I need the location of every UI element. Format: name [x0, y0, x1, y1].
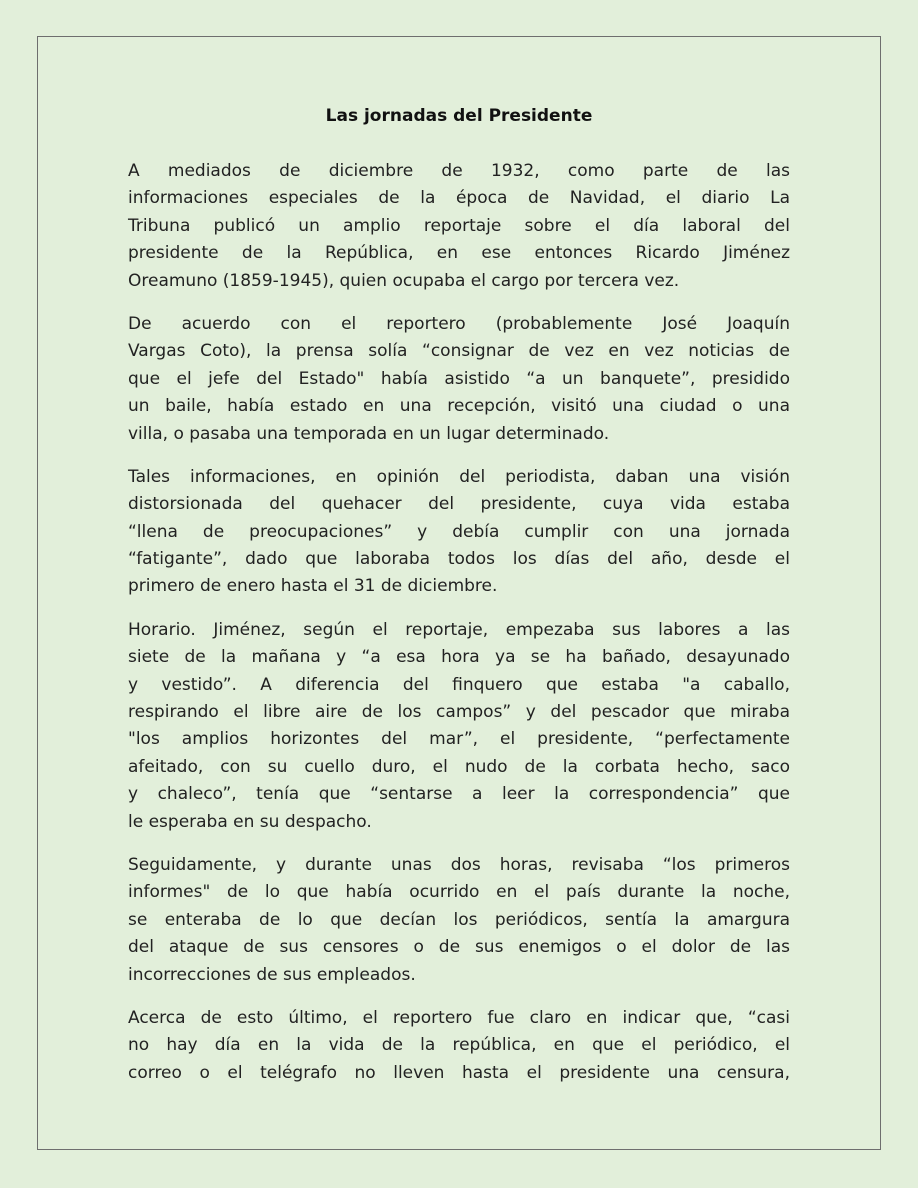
text-line: y vestido”. A diferencia del finquero que estaba "a caballo, — [128, 674, 790, 695]
text-line: De acuerdo con el reportero (probablemente José Joaquín — [128, 313, 790, 334]
text-line: afeitado, con su cuello duro, el nudo de la corbata hecho, saco — [128, 756, 790, 777]
text-line: Vargas Coto), la prensa solía “consignar de vez en vez noticias de — [128, 341, 790, 362]
text-line: primero de enero hasta el 31 de diciembre. — [128, 576, 498, 597]
text-line: del ataque de sus censores o de sus enemigos o el dolor de las — [128, 937, 790, 958]
document-body — [128, 158, 790, 1103]
paragraph — [128, 1005, 790, 1087]
text-line: un baile, había estado en una recepción, visitó una ciudad o una — [128, 396, 790, 417]
text-line: informaciones especiales de la época de Navidad, el diario La — [128, 188, 790, 209]
paragraph — [128, 852, 790, 989]
text-line: distorsionada del quehacer del presidente, cuya vida estaba — [128, 494, 790, 515]
text-line: informes" de lo que había ocurrido en el país durante la noche, — [128, 882, 790, 903]
text-line: incorrecciones de sus empleados. — [128, 964, 416, 985]
text-line: le esperaba en su despacho. — [128, 811, 372, 832]
text-line: presidente de la República, en ese entonces Ricardo Jiménez — [128, 243, 790, 264]
text-line: no hay día en la vida de la república, en que el periódico, el — [128, 1035, 790, 1056]
text-line: y chaleco”, tenía que “sentarse a leer la correspondencia” que — [128, 784, 790, 805]
text-line: Seguidamente, y durante unas dos horas, revisaba “los primeros — [128, 854, 790, 875]
paragraph — [128, 158, 790, 295]
text-line: "los amplios horizontes del mar”, el presidente, “perfectamente — [128, 729, 790, 750]
text-line: siete de la mañana y “a esa hora ya se ha bañado, desayunado — [128, 647, 790, 668]
text-line: Horario. Jiménez, según el reportaje, empezaba sus labores a las — [128, 619, 790, 640]
text-line: respirando el libre aire de los campos” y del pescador que miraba — [128, 702, 790, 723]
text-line: que el jefe del Estado" había asistido “a un banquete”, presidido — [128, 368, 790, 389]
paragraph — [128, 464, 790, 601]
paragraph — [128, 617, 790, 836]
text-line: correo o el telégrafo no lleven hasta el presidente una censura, — [128, 1062, 790, 1083]
text-line: “llena de preocupaciones” y debía cumplir con una jornada — [128, 521, 790, 542]
document-title: Las jornadas del Presidente — [325, 106, 593, 126]
text-line: Tales informaciones, en opinión del periodista, daban una visión — [128, 466, 790, 487]
paragraph — [128, 311, 790, 448]
text-line: A mediados de diciembre de 1932, como parte de las — [128, 161, 790, 181]
text-line: Acerca de esto último, el reportero fue claro en indicar que, “casi — [128, 1007, 790, 1028]
text-line: villa, o pasaba una temporada en un lugar determinado. — [128, 423, 610, 444]
text-line: Tribuna publicó un amplio reportaje sobre el día laboral del — [128, 215, 790, 236]
text-line: se enteraba de lo que decían los periódicos, sentía la amargura — [128, 909, 790, 930]
text-line: “fatigante”, dado que laboraba todos los días del año, desde el — [128, 549, 790, 570]
text-line: Oreamuno (1859-1945), quien ocupaba el cargo por tercera vez. — [128, 270, 680, 291]
